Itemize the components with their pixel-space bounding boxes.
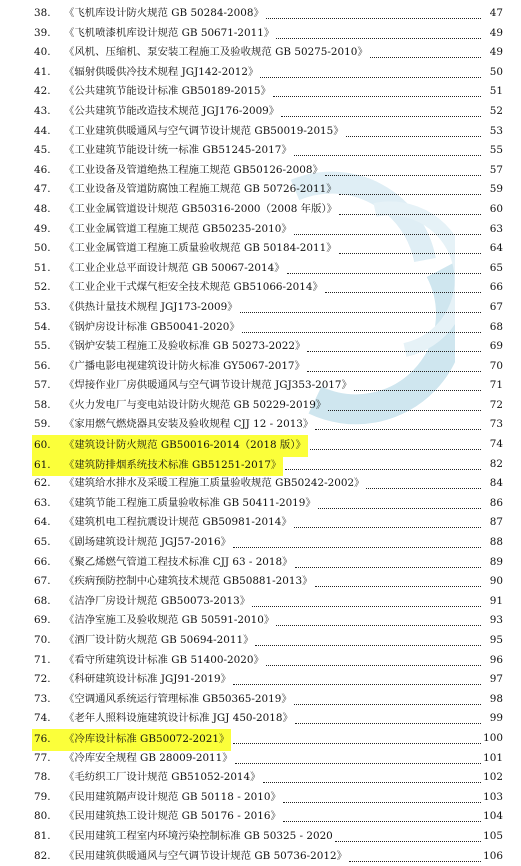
dot-leader xyxy=(370,57,481,58)
toc-entry-title: 《工业金属管道设计规范 GB50316-2000（2008 年版）》 xyxy=(64,202,338,215)
toc-entry-page: 104 xyxy=(483,810,503,823)
toc-entry-title: 《飞机喷漆机库设计规范 GB 50671-2011》 xyxy=(64,26,275,39)
toc-entry-title: 《焊接作业厂房供暖通风与空气调节设计规范 JGJ353-2017》 xyxy=(64,379,352,392)
toc-entry-title: 《看守所建筑设计标准 GB 51400-2020》 xyxy=(64,653,264,666)
dot-leader xyxy=(310,449,481,450)
dot-leader xyxy=(263,782,481,783)
dot-leader xyxy=(366,488,481,489)
toc-entry-page: 82 xyxy=(489,457,503,470)
toc-entry[interactable] xyxy=(0,807,521,827)
dot-leader xyxy=(315,429,481,430)
toc-entry[interactable] xyxy=(0,768,521,788)
dot-leader xyxy=(233,547,481,548)
toc-entry[interactable] xyxy=(0,709,521,729)
dot-leader xyxy=(285,469,481,470)
dot-leader xyxy=(318,508,481,509)
toc-entry-number: 50. xyxy=(34,242,51,255)
toc-entry[interactable] xyxy=(0,337,521,357)
toc-entry-page: 57 xyxy=(489,163,503,176)
dot-leader xyxy=(346,136,481,137)
toc-entry-title: 《冷库安全规程 GB 28009-2011》 xyxy=(64,751,233,764)
toc-entry-page: 72 xyxy=(489,398,503,411)
dot-leader xyxy=(315,586,481,587)
toc-entry-number: 45. xyxy=(34,144,51,157)
toc-entry[interactable] xyxy=(0,298,521,318)
toc-entry[interactable] xyxy=(0,357,521,377)
toc-entry-page: 47 xyxy=(489,7,503,19)
toc-entry-number: 66. xyxy=(34,555,51,568)
toc-entry[interactable] xyxy=(0,729,521,749)
toc-entry-number: 38. xyxy=(34,7,51,19)
toc-entry-number: 53. xyxy=(34,300,51,313)
dot-leader xyxy=(325,175,481,176)
toc-entry[interactable] xyxy=(0,141,521,161)
toc-entry-number: 69. xyxy=(34,614,51,627)
toc-entry-title: 《民用建筑热工设计规范 GB 50176 - 2016》 xyxy=(64,810,281,823)
toc-entry-page: 106 xyxy=(483,849,503,862)
toc-entry-number: 65. xyxy=(34,536,51,549)
dot-leader xyxy=(266,18,481,19)
toc-entry-title: 《建筑给水排水及采暖工程施工质量验收规范 GB50242-2002》 xyxy=(64,477,365,490)
toc-entry-title: 《公共建筑节能设计标准 GB50189-2015》 xyxy=(64,85,271,98)
toc-entry[interactable] xyxy=(0,572,521,592)
toc-entry-page: 98 xyxy=(489,692,503,705)
dot-leader xyxy=(349,861,481,862)
toc-entry[interactable] xyxy=(0,43,521,63)
toc-entry-number: 79. xyxy=(34,790,51,803)
toc-entry-title: 《工业设备及管道绝热工程施工规范 GB50126-2008》 xyxy=(64,163,323,176)
dot-leader xyxy=(252,606,481,607)
toc-entry-number: 41. xyxy=(34,65,51,78)
dot-leader xyxy=(294,704,481,705)
dot-leader xyxy=(242,332,481,333)
toc-entry-page: 49 xyxy=(489,26,503,39)
toc-entry-number: 42. xyxy=(34,85,51,98)
dot-leader xyxy=(339,194,481,195)
toc-entry-number: 54. xyxy=(34,320,51,333)
toc-entry[interactable] xyxy=(0,259,521,279)
toc-entry[interactable] xyxy=(0,82,521,102)
toc-entry[interactable] xyxy=(0,396,521,416)
toc-entry-page: 52 xyxy=(489,104,503,117)
dot-leader xyxy=(295,723,481,724)
toc-entry-page: 88 xyxy=(489,536,503,549)
toc-entry[interactable] xyxy=(0,200,521,220)
toc-entry-page: 99 xyxy=(489,712,503,725)
toc-entry[interactable] xyxy=(0,533,521,553)
toc-entry-title: 《广播电影电视建筑设计防火标准 GY5067-2017》 xyxy=(64,359,305,372)
toc-entry-page: 105 xyxy=(483,829,503,842)
toc-entry-page: 66 xyxy=(489,281,503,294)
toc-entry-number: 70. xyxy=(34,634,51,646)
toc-entry[interactable] xyxy=(0,161,521,181)
toc-entry[interactable] xyxy=(0,239,521,259)
dot-leader xyxy=(335,841,481,842)
toc-entry-title: 《工业建筑供暖通风与空气调节设计规范 GB50019-2015》 xyxy=(64,124,344,137)
toc-entry-title: 《民用建筑供暖通风与空气调节设计规范 GB 50736-2012》 xyxy=(64,849,347,862)
toc-entry-title: 《工业设备及管道防腐蚀工程施工规范 GB 50726-2011》 xyxy=(64,183,337,196)
toc-entry-number: 62. xyxy=(34,477,51,490)
toc-entry[interactable] xyxy=(0,847,521,866)
toc-entry-title: 《供热计量技术规程 JGJ173-2009》 xyxy=(64,300,238,313)
dot-leader xyxy=(325,292,481,293)
dot-leader xyxy=(240,312,481,313)
toc-entry-title: 《民用建筑工程室内环境污染控制标准 GB 50325 - 2020 xyxy=(64,829,333,842)
toc-entry[interactable] xyxy=(0,553,521,573)
toc-entry-page: 74 xyxy=(489,438,503,451)
toc-entry-number: 68. xyxy=(34,594,51,607)
dot-leader xyxy=(276,38,481,39)
toc-entry[interactable] xyxy=(0,102,521,122)
toc-entry-title: 《建筑设计防火规范 GB50016-2014（2018 版）》 xyxy=(64,435,308,457)
toc-entry-number: 77. xyxy=(34,751,51,764)
toc-entry-number: 61. xyxy=(32,455,66,477)
toc-entry-page: 97 xyxy=(489,673,503,686)
toc-entry-page: 86 xyxy=(489,496,503,509)
toc-entry-title: 《工业建筑节能设计统一标准 GB51245-2017》 xyxy=(64,144,292,157)
toc-entry-title: 《工业企业总平面设计规范 GB 50067-2014》 xyxy=(64,261,285,274)
toc-entry-number: 58. xyxy=(34,398,51,411)
dot-leader xyxy=(233,743,481,744)
toc-entry[interactable] xyxy=(0,631,521,651)
toc-entry[interactable] xyxy=(0,318,521,338)
toc-entry-page: 93 xyxy=(489,614,503,627)
dot-leader xyxy=(307,351,481,352)
toc-entry[interactable] xyxy=(0,690,521,710)
toc-entry-title: 《聚乙烯燃气管道工程技术标准 CJJ 63 - 2018》 xyxy=(64,555,293,568)
toc-entry-title: 《老年人照料设施建筑设计标准 JGJ 450-2018》 xyxy=(64,712,293,725)
toc-list xyxy=(0,4,521,866)
toc-entry-number: 39. xyxy=(34,26,51,39)
toc-entry-number: 55. xyxy=(34,340,51,353)
toc-entry-title: 《风机、压缩机、泵安装工程施工及验收规范 GB 50275-2010》 xyxy=(64,46,368,59)
toc-entry-number: 48. xyxy=(34,202,51,215)
toc-entry-number: 40. xyxy=(34,46,51,59)
dot-leader xyxy=(281,116,481,117)
toc-entry[interactable] xyxy=(0,435,521,455)
toc-entry-title: 《家用燃气燃烧器具安装及验收规程 CJJ 12 - 2013》 xyxy=(64,418,314,431)
toc-entry[interactable] xyxy=(0,611,521,631)
toc-entry-page: 70 xyxy=(489,359,503,372)
toc-entry[interactable] xyxy=(0,474,521,494)
toc-entry-page: 96 xyxy=(489,653,503,666)
toc-entry-page: 50 xyxy=(489,65,503,78)
toc-entry-title: 《工业金属管道工程施工规范 GB50235-2010》 xyxy=(64,222,292,235)
toc-entry[interactable] xyxy=(0,63,521,83)
toc-entry-title: 《民用建筑隔声设计规范 GB 50118 - 2010》 xyxy=(64,790,281,803)
toc-entry-page: 59 xyxy=(489,183,503,196)
toc-entry-number: 64. xyxy=(34,516,51,529)
dot-leader xyxy=(276,625,481,626)
toc-entry-page: 51 xyxy=(489,85,503,98)
dot-leader xyxy=(294,155,481,156)
toc-entry-number: 82. xyxy=(34,849,51,862)
dot-leader xyxy=(266,665,481,666)
toc-entry-number: 72. xyxy=(34,673,51,686)
toc-entry-number: 67. xyxy=(34,575,51,588)
toc-entry-number: 52. xyxy=(34,281,51,294)
toc-entry-page: 89 xyxy=(489,555,503,568)
toc-entry-page: 69 xyxy=(489,340,503,353)
toc-entry-number: 71. xyxy=(34,653,51,666)
dot-leader xyxy=(235,763,481,764)
toc-entry-page: 49 xyxy=(489,46,503,59)
toc-entry-title: 《科研建筑设计标准 JGJ91-2019》 xyxy=(64,673,232,686)
dot-leader xyxy=(307,371,481,372)
toc-entry-page: 87 xyxy=(489,516,503,529)
dot-leader xyxy=(328,410,481,411)
toc-entry-title: 《剧场建筑设计规范 JGJ57-2016》 xyxy=(64,536,232,549)
toc-entry-title: 《建筑机电工程抗震设计规范 GB50981-2014》 xyxy=(64,516,292,529)
toc-entry-number: 47. xyxy=(34,183,51,196)
toc-entry-title: 《洁净室施工及验收规范 GB 50591-2010》 xyxy=(64,614,275,627)
toc-entry-number: 63. xyxy=(34,496,51,509)
toc-entry[interactable] xyxy=(0,513,521,533)
toc-entry-title: 《工业企业干式煤气柜安全技术规范 GB51066-2014》 xyxy=(64,281,323,294)
toc-entry-page: 65 xyxy=(489,261,503,274)
toc-entry-page: 64 xyxy=(489,242,503,255)
toc-entry-title: 《公共建筑节能改造技术规范 JGJ176-2009》 xyxy=(64,104,280,117)
dot-leader xyxy=(339,214,481,215)
toc-entry[interactable] xyxy=(0,651,521,671)
toc-entry[interactable] xyxy=(0,278,521,298)
dot-leader xyxy=(295,567,481,568)
toc-entry-title: 《飞机库设计防火规范 GB 50284-2008》 xyxy=(64,7,264,19)
toc-entry[interactable] xyxy=(0,827,521,847)
toc-entry-page: 67 xyxy=(489,300,503,313)
toc-entry-page: 73 xyxy=(489,418,503,431)
toc-entry[interactable] xyxy=(0,749,521,769)
toc-entry[interactable] xyxy=(0,220,521,240)
toc-entry[interactable] xyxy=(0,415,521,435)
dot-leader xyxy=(283,802,481,803)
toc-entry[interactable] xyxy=(0,24,521,44)
toc-entry-page: 91 xyxy=(489,594,503,607)
dot-leader xyxy=(283,821,481,822)
toc-entry-title: 《疾病预防控制中心建筑技术规范 GB50881-2013》 xyxy=(64,575,313,588)
toc-entry[interactable] xyxy=(0,788,521,808)
toc-entry-page: 55 xyxy=(489,144,503,157)
toc-entry-title: 《锅炉安装工程施工及验收标准 GB 50273-2022》 xyxy=(64,340,306,353)
toc-entry-title: 《建筑防排烟系统技术标准 GB51251-2017》 xyxy=(64,455,283,477)
dot-leader xyxy=(294,234,481,235)
toc-entry-number: 73. xyxy=(34,692,51,705)
toc-entry-page: 103 xyxy=(483,790,503,803)
dot-leader xyxy=(233,684,481,685)
toc-entry-page: 90 xyxy=(489,575,503,588)
dot-leader xyxy=(339,253,481,254)
toc-entry-title: 《空调通风系统运行管理标准 GB50365-2019》 xyxy=(64,692,292,705)
toc-entry-page: 102 xyxy=(483,771,503,784)
toc-entry-number: 44. xyxy=(34,124,51,137)
toc-entry-title: 《冷库设计标准 GB50072-2021》 xyxy=(64,729,231,751)
toc-entry[interactable] xyxy=(0,670,521,690)
toc-entry-number: 76. xyxy=(32,729,66,751)
dot-leader xyxy=(273,96,481,97)
toc-entry-page: 84 xyxy=(489,477,503,490)
toc-entry-title: 《洁净厂房设计规范 GB50073-2013》 xyxy=(64,594,251,607)
toc-entry-title: 《毛纺织工厂设计规范 GB51052-2014》 xyxy=(64,771,261,784)
toc-entry-number: 56. xyxy=(34,359,51,372)
toc-entry-number: 60. xyxy=(32,435,66,457)
toc-entry-number: 46. xyxy=(34,163,51,176)
toc-entry-page: 95 xyxy=(489,634,503,646)
toc-entry[interactable] xyxy=(0,122,521,142)
dot-leader xyxy=(354,390,481,391)
toc-entry[interactable] xyxy=(0,4,521,24)
toc-entry-page: 68 xyxy=(489,320,503,333)
toc-entry[interactable] xyxy=(0,376,521,396)
toc-entry-number: 59. xyxy=(34,418,51,431)
toc-entry-number: 80. xyxy=(34,810,51,823)
toc-entry-number: 51. xyxy=(34,261,51,274)
toc-entry-page: 101 xyxy=(483,751,503,764)
dot-leader xyxy=(287,273,481,274)
toc-entry-title: 《锅炉房设计标准 GB50041-2020》 xyxy=(64,320,240,333)
toc-entry[interactable] xyxy=(0,180,521,200)
toc-entry-page: 60 xyxy=(489,202,503,215)
dot-leader xyxy=(294,527,481,528)
toc-entry[interactable] xyxy=(0,455,521,475)
toc-entry[interactable] xyxy=(0,592,521,612)
toc-entry-title: 《火力发电厂与变电站设计防火规范 GB 50229-2019》 xyxy=(64,398,327,411)
toc-entry-page: 63 xyxy=(489,222,503,235)
toc-entry-number: 81. xyxy=(34,829,51,842)
toc-entry-number: 78. xyxy=(34,771,51,784)
toc-entry-title: 《建筑节能工程施工质量验收标准 GB 50411-2019》 xyxy=(64,496,316,509)
toc-entry-page: 100 xyxy=(483,731,503,744)
toc-entry-number: 57. xyxy=(34,379,51,392)
toc-entry-title: 《辐射供暖供冷技术规程 JGJ142-2012》 xyxy=(64,65,259,78)
toc-entry[interactable] xyxy=(0,494,521,514)
toc-entry-number: 49. xyxy=(34,222,51,235)
toc-entry-title: 《工业金属管道工程施工质量验收规范 GB 50184-2011》 xyxy=(64,242,337,255)
toc-entry-title: 《酒厂设计防火规范 GB 50694-2011》 xyxy=(64,634,254,646)
dot-leader xyxy=(260,77,481,78)
toc-entry-number: 43. xyxy=(34,104,51,117)
toc-entry-page: 71 xyxy=(489,379,503,392)
toc-entry-number: 74. xyxy=(34,712,51,725)
dot-leader xyxy=(255,645,481,646)
toc-entry-page: 53 xyxy=(489,124,503,137)
